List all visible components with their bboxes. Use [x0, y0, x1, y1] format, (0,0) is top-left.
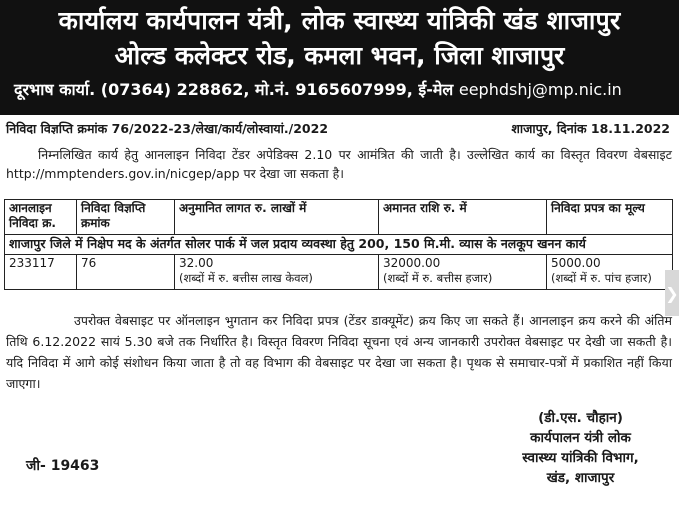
- signatory-name: (डी.एस. चौहान): [538, 410, 623, 426]
- intro-text: निम्नलिखित कार्य हेतु आनलाइन निविदा टेंडर अपेडिक्स 2.10 पर आमंत्रित की जाती है। उल्लेखित कार्य का विस्तृत विवरण वेबसाइट http://mmptenders.gov.in/nicgep/app पर देखा जा सकता है।: [6, 147, 672, 181]
- chevron-right-icon[interactable]: ❯: [665, 270, 679, 316]
- cell-form-price: [547, 255, 673, 290]
- cell-cost: [175, 255, 379, 290]
- signatory-designation-3: खंड, शाजापुर: [546, 470, 615, 486]
- notice-header: [0, 0, 679, 115]
- office-name: कार्यालय कार्यपालन यंत्री, लोक स्वास्थ्य यांत्रिकी खंड शाजापुर: [58, 6, 621, 35]
- form-price-value: 5000.00: [551, 256, 601, 270]
- cell-deposit: [379, 255, 547, 290]
- work-description: शाजापुर जिले में निक्षेप मद के अंतर्गत सोलर पार्क में जल प्रदाय व्यवस्था हेतु 200, 150 मि.मी. व्यास के नलकूप खनन कार्य: [5, 235, 673, 255]
- form-price-words: (शब्दों में रु. पांच हजार): [551, 271, 652, 285]
- deposit-value: 32000.00: [383, 256, 441, 270]
- notice-code: जी- 19463: [26, 458, 100, 474]
- signatory-designation-2: स्वास्थ्य यांत्रिकी विभाग,: [522, 450, 639, 466]
- header-online-no: आनलाइन निविदा क्र.: [5, 200, 77, 235]
- office-address: ओल्ड कलेक्टर रोड, कमला भवन, जिला शाजापुर: [114, 41, 565, 70]
- cell-online-no: 233117: [5, 255, 77, 290]
- contact-line: [10, 74, 669, 106]
- deposit-words: (शब्दों में रु. बत्तीस हजार): [383, 271, 493, 285]
- table-row: [5, 255, 673, 290]
- signatory-designation-1: कार्यपालन यंत्री लोक: [530, 430, 631, 446]
- contact-details: दूरभाष कार्या. (07364) 228862, मो.नं. 9165607999, ई-मेल: [14, 80, 454, 99]
- tender-table: [4, 199, 673, 290]
- cost-words: (शब्दों में रु. बत्तीस लाख केवल): [179, 271, 313, 285]
- reference-number: निविदा विज्ञप्ति क्रमांक 76/2022-23/लेखा/कार्य/लोस्वायां./2022: [6, 121, 329, 136]
- header-ad-no: निविदा विज्ञप्ति क्रमांक: [77, 200, 175, 235]
- cell-ad-no: 76: [77, 255, 175, 290]
- cost-value: 32.00: [179, 256, 214, 270]
- signature-block: [488, 408, 673, 488]
- table-header-row: [5, 200, 673, 235]
- work-description-row: [5, 235, 673, 255]
- header-deposit: अमानत राशि रु. में: [379, 200, 547, 235]
- header-cost: अनुमानित लागत रु. लाखों में: [175, 200, 379, 235]
- email-address: eephdshj@mp.nic.in: [458, 80, 622, 99]
- reference-line: [6, 120, 670, 137]
- notice-date: शाजापुर, दिनांक 18.11.2022: [511, 121, 670, 136]
- header-form-price: निविदा प्रपत्र का मूल्य: [547, 200, 673, 235]
- body-paragraph: उपरोक्त वेबसाइट पर ऑनलाइन भुगतान कर निविदा प्रपत्र (टेंडर डाक्यूमेंट) क्रय किए जा सकते हैं। आनलाइन क्रय करने की अंतिम तिथि 6.12.2022 सायं 5.30 बजे तक निर्धारित है। विस्तृत विवरण निविदा सूचना एवं अन्य जानकारी उपरोक्त वेबसाइट पर देखी जा सकती है। यदि निविदा में आगे कोई संशोधन किया जाता है तो वह विभाग की वेबसाइट पर देखा जा सकता है। पृथक से समाचार-पत्रों में प्रकाशित नहीं किया जाएगा।: [6, 313, 672, 391]
